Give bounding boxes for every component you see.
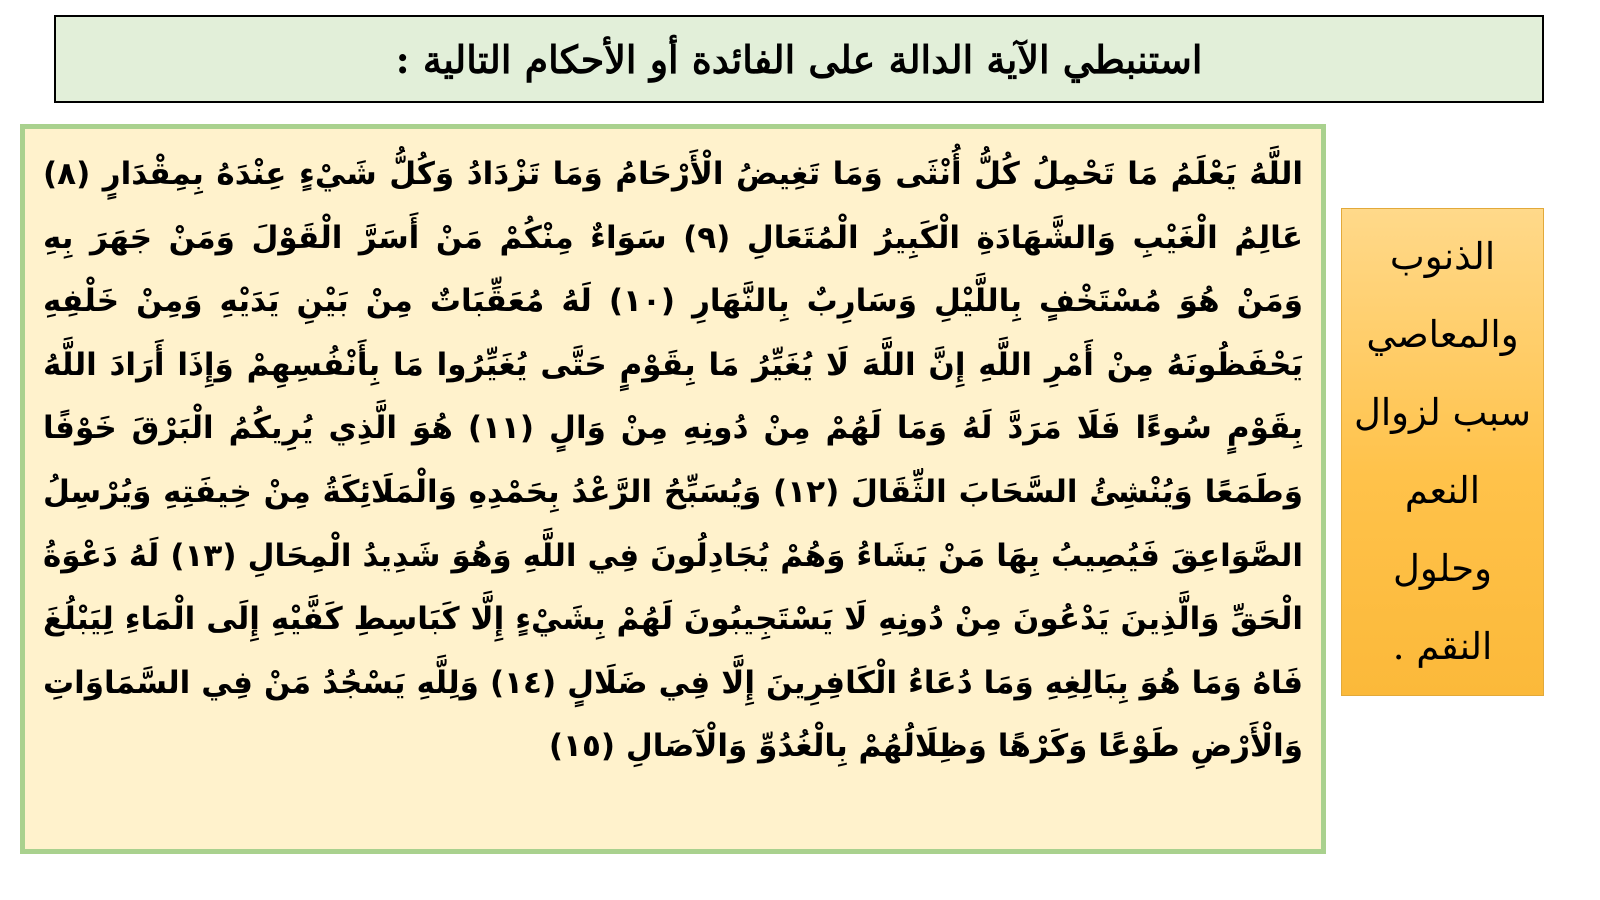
instruction-header [54,15,1544,103]
instruction-title: استنبطي الآية الدالة على الفائدة أو الأحكام التالية : [395,36,1203,82]
quran-verses-text: اللَّهُ يَعْلَمُ مَا تَحْمِلُ كُلُّ أُنْثَى وَمَا تَغِيضُ الْأَرْحَامُ وَمَا تَزْدَادُ وَكُلُّ شَيْءٍ عِنْدَهُ بِمِقْدَارٍ (٨) عَالِمُ الْغَيْبِ وَالشَّهَادَةِ الْكَبِيرُ الْمُتَعَالِ (٩) سَوَاءٌ مِنْكُمْ مَنْ أَسَرَّ الْقَوْلَ وَمَنْ جَهَرَ بِهِ وَمَنْ هُوَ مُسْتَخْفٍ بِاللَّيْلِ وَسَارِبٌ بِالنَّهَارِ (١٠) لَهُ مُعَقِّبَاتٌ مِنْ بَيْنِ يَدَيْهِ وَمِنْ خَلْفِهِ يَحْفَظُونَهُ مِنْ أَمْرِ اللَّهِ إِنَّ اللَّهَ لَا يُغَيِّرُ مَا بِقَوْمٍ حَتَّى يُغَيِّرُوا مَا بِأَنْفُسِهِمْ وَإِذَا أَرَادَ اللَّهُ بِقَوْمٍ سُوءًا فَلَا مَرَدَّ لَهُ وَمَا لَهُمْ مِنْ دُونِهِ مِنْ وَالٍ (١١) هُوَ الَّذِي يُرِيكُمُ الْبَرْقَ خَوْفًا وَطَمَعًا وَيُنْشِئُ السَّحَابَ الثِّقَالَ (١٢) وَيُسَبِّحُ الرَّعْدُ بِحَمْدِهِ وَالْمَلَائِكَةُ مِنْ خِيفَتِهِ وَيُرْسِلُ الصَّوَاعِقَ فَيُصِيبُ بِهَا مَنْ يَشَاءُ وَهُمْ يُجَادِلُونَ فِي اللَّهِ وَهُوَ شَدِيدُ الْمِحَالِ (١٣) لَهُ دَعْوَةُ الْحَقِّ وَالَّذِينَ يَدْعُونَ مِنْ دُونِهِ لَا يَسْتَجِيبُونَ لَهُمْ بِشَيْءٍ إِلَّا كَبَاسِطِ كَفَّيْهِ إِلَى الْمَاءِ لِيَبْلُغَ فَاهُ وَمَا هُوَ بِبَالِغِهِ وَمَا دُعَاءُ الْكَافِرِينَ إِلَّا فِي ضَلَالٍ (١٤) وَلِلَّهِ يَسْجُدُ مَنْ فِي السَّمَاوَاتِ وَالْأَرْضِ طَوْعًا وَكَرْهًا وَظِلَالُهُمْ بِالْغُدُوِّ وَالْآصَالِ (١٥) [43,156,1304,765]
quran-verses-panel [20,124,1326,854]
ruling-note-text: الذنوب والمعاصي سبب لزوال النعم وحلول النقم . [1354,235,1531,668]
ruling-note-card [1341,208,1544,696]
